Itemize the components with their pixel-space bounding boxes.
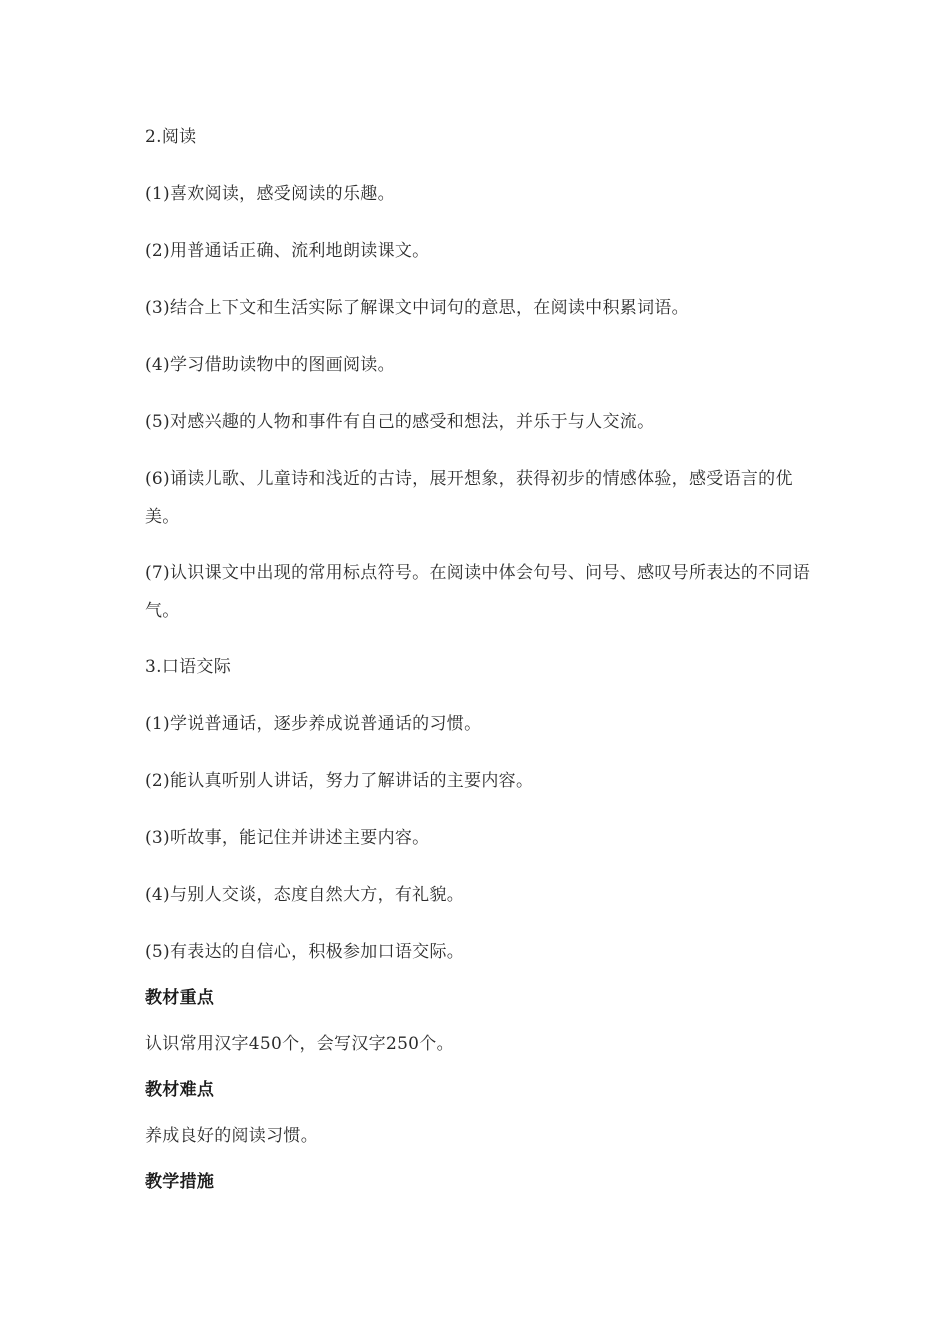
section-title-oral: 3.口语交际 <box>145 657 232 677</box>
reading-item-1: (1)喜欢阅读，感受阅读的乐趣。 <box>145 184 395 204</box>
reading-item-2: (2)用普通话正确、流利地朗读课文。 <box>145 241 430 261</box>
reading-item-7: (7)认识课文中出现的常用标点符号。在阅读中体会句号、问号、感叹号所表达的不同语气。 <box>145 563 811 621</box>
reading-item-4: (4)学习借助读物中的图画阅读。 <box>145 355 395 375</box>
focus-text: 认识常用汉字450个，会写汉字250个。 <box>145 1034 454 1054</box>
difficulty-text: 养成良好的阅读习惯。 <box>145 1126 318 1146</box>
reading-item-5: (5)对感兴趣的人物和事件有自己的感受和想法，并乐于与人交流。 <box>145 412 655 432</box>
reading-item-6: (6)诵读儿歌、儿童诗和浅近的古诗，展开想象，获得初步的情感体验，感受语言的优美。 <box>145 469 793 527</box>
oral-item-3: (3)听故事，能记住并讲述主要内容。 <box>145 828 430 848</box>
heading-difficulty: 教材难点 <box>145 1080 215 1100</box>
heading-measures: 教学措施 <box>145 1172 215 1192</box>
oral-item-2: (2)能认真听别人讲话，努力了解讲话的主要内容。 <box>145 771 534 791</box>
section-title-reading: 2.阅读 <box>145 127 197 147</box>
oral-item-1: (1)学说普通话，逐步养成说普通话的习惯。 <box>145 714 482 734</box>
oral-item-5: (5)有表达的自信心，积极参加口语交际。 <box>145 942 465 962</box>
oral-item-4: (4)与别人交谈，态度自然大方，有礼貌。 <box>145 885 465 905</box>
heading-focus: 教材重点 <box>145 988 215 1008</box>
reading-item-3: (3)结合上下文和生活实际了解课文中词句的意思，在阅读中积累词语。 <box>145 298 689 318</box>
